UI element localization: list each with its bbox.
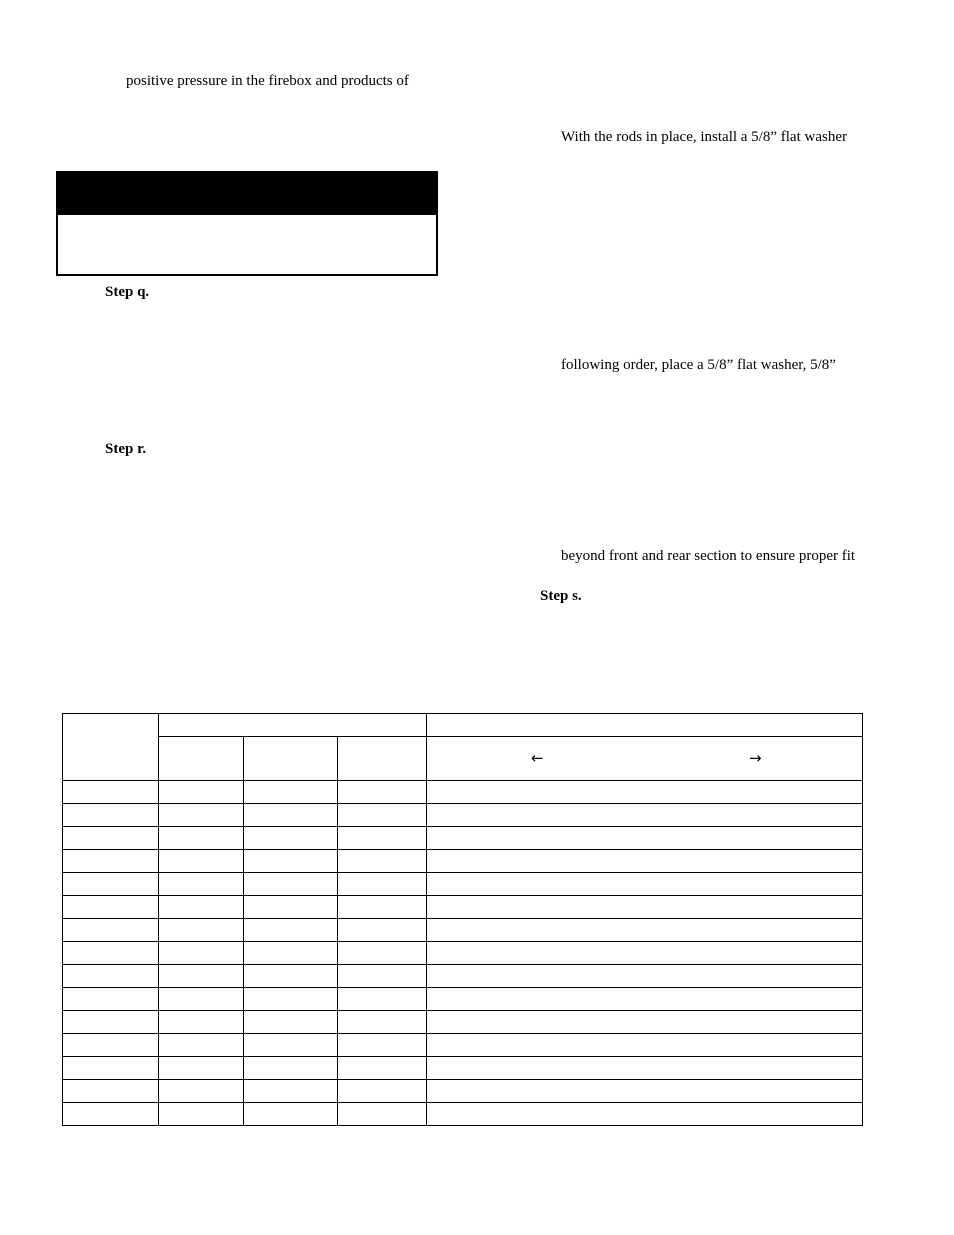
table-header-cell: [159, 737, 244, 781]
table-row: [63, 919, 863, 942]
table-header-cell: [63, 714, 159, 781]
body-text-line: following order, place a 5/8” flat washer, 5/8”: [561, 357, 836, 373]
table-subheader-row: [63, 737, 863, 781]
table-row: [63, 850, 863, 873]
table-row: [63, 873, 863, 896]
table-row: [63, 988, 863, 1011]
table-row: [63, 896, 863, 919]
right-arrow-icon: →: [749, 749, 762, 767]
table-header-cell: [244, 737, 338, 781]
table-header-cell: [427, 714, 863, 737]
table-row: [63, 1057, 863, 1080]
table-header-cell: [159, 714, 427, 737]
body-text-line: positive pressure in the firebox and products of: [126, 73, 409, 89]
step-q-label: Step q.: [105, 284, 150, 300]
table-row: [63, 1080, 863, 1103]
table-row: [63, 942, 863, 965]
data-table: [62, 713, 863, 1126]
table-row: [63, 965, 863, 988]
step-s-label: Step s.: [540, 588, 582, 604]
table-header-cell: [427, 737, 863, 781]
table-row: [63, 1103, 863, 1126]
table-row: [63, 1034, 863, 1057]
table-row: [63, 1011, 863, 1034]
body-text-line: beyond front and rear section to ensure proper fit: [561, 548, 856, 564]
table-row: [63, 827, 863, 850]
table-row: [63, 781, 863, 804]
warning-box: [56, 171, 438, 276]
table-header-row: [63, 714, 863, 737]
body-text-line: With the rods in place, install a 5/8” flat washer: [561, 129, 847, 145]
table-header-cell: [338, 737, 427, 781]
step-r-label: Step r.: [105, 441, 147, 457]
left-arrow-icon: ←: [531, 749, 544, 767]
table-row: [63, 804, 863, 827]
warning-box-header: [58, 173, 436, 215]
